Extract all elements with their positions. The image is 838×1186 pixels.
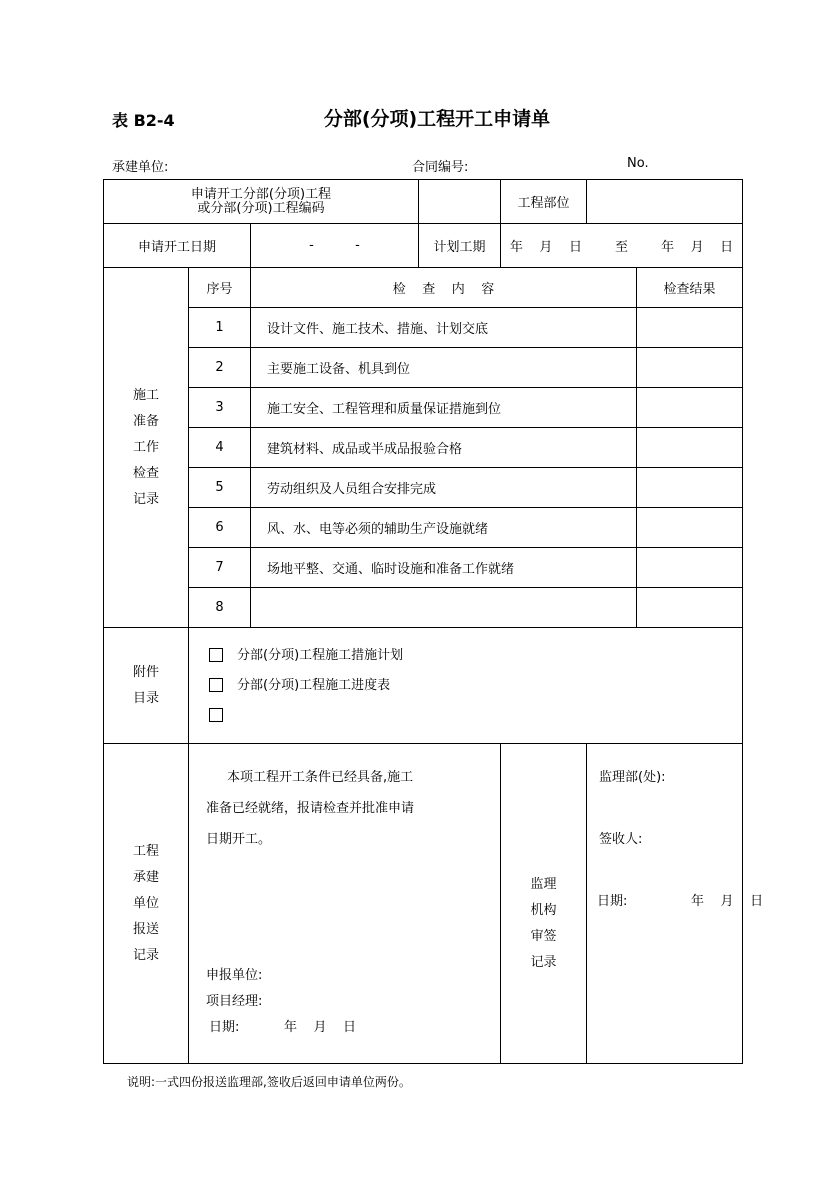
item-result-field[interactable] [637,388,743,428]
planned-period-field[interactable]: 年 月 日 至 年 月 日 [501,224,743,268]
contractor-section-label-line: 报送 [132,921,159,937]
table-row [104,548,743,588]
statement-line1: 本项工程开工条件已经具备,施工 [227,770,414,785]
checklist-section-label-line: 准备 [132,413,159,429]
item-seq: 7 [189,548,251,588]
item-seq: 2 [189,348,251,388]
attachment-label: 分部(分项)工程施工措施计划 [237,647,404,663]
project-info-row [104,180,743,224]
applicant-unit-label: 申报单位: [206,968,263,983]
attachment-item [189,671,742,701]
contractor-section-label [104,744,189,1064]
checklist-section-label-line: 记录 [132,491,159,507]
table-row [104,388,743,428]
date-row [104,224,743,268]
project-name-field[interactable] [419,180,501,224]
contractor-section-label-line: 单位 [132,895,159,911]
item-seq: 6 [189,508,251,548]
project-name-label-line2: 或分部(分项)工程编码 [197,200,325,216]
project-manager-label: 项目经理: [206,994,263,1009]
attachment-item [189,701,742,731]
contractor-unit-label: 承建单位: [112,160,169,175]
table-row [104,588,743,628]
supervisor-date-value: 年 月 日 [691,894,764,909]
checklist-section-label [104,268,189,628]
supervisor-section-label-line: 机构 [530,902,557,918]
table-row [104,308,743,348]
project-location-label: 工程部位 [501,180,587,224]
checkbox[interactable] [209,648,223,662]
table-row [104,508,743,548]
project-name-label [104,180,419,224]
application-form-table [103,179,764,1064]
item-seq: 4 [189,428,251,468]
contractor-record [189,744,501,1064]
attachments-list [189,628,743,744]
item-content: 劳动组织及人员组合安排完成 [251,468,637,508]
form-code: 表 B2-4 [112,111,175,130]
item-content: 场地平整、交通、临时设施和准备工作就绪 [251,548,637,588]
statement-line3: 日期开工。 [206,832,272,847]
contractor-section-label-line: 记录 [132,947,159,963]
contractor-date-value: 年 月 日 [284,1020,357,1035]
footer-note: 说明:一式四份报送监理部,签收后返回申请单位两份。 [127,1075,411,1089]
supervisor-section-label-line: 记录 [530,954,557,970]
start-date-label: 申请开工日期 [104,224,251,268]
attachment-label: 分部(分项)工程施工进度表 [237,677,391,693]
item-content: 施工安全、工程管理和质量保证措施到位 [251,388,637,428]
statement-line2: 准备已经就绪，报请检查并批准申请 [206,801,415,816]
item-seq: 5 [189,468,251,508]
contractor-date-label: 日期: [209,1020,240,1035]
supervisor-date-label: 日期: [597,894,628,909]
supervisor-section-label-line: 监理 [530,876,557,892]
item-result-field[interactable] [637,588,743,628]
contractor-section-label-line: 承建 [132,869,159,885]
item-result-field[interactable] [637,428,743,468]
col-result-header: 检查结果 [637,268,743,308]
start-date-field[interactable]: - - [251,224,419,268]
contractor-section-label-line: 工程 [132,843,159,859]
attachments-section-label-line: 附件 [132,664,159,680]
item-seq: 8 [189,588,251,628]
attachments-section-label-line: 目录 [132,690,159,706]
checklist-section-label-line: 施工 [132,387,159,403]
item-seq: 1 [189,308,251,348]
checkbox[interactable] [209,708,223,722]
planned-period-label: 计划工期 [419,224,501,268]
page-title: 分部(分项)工程开工申请单 [323,108,551,130]
project-location-field[interactable] [587,180,743,224]
supervisor-section-label [501,744,587,1064]
supervisor-record [587,744,764,1064]
item-seq: 3 [189,388,251,428]
item-result-field[interactable] [637,348,743,388]
item-result-field[interactable] [637,308,743,348]
checklist-header-row [104,268,743,308]
col-seq-header: 序号 [189,268,251,308]
submission-row [104,744,743,1064]
attachments-row [104,628,743,744]
item-content: 风、水、电等必须的辅助生产设施就绪 [251,508,637,548]
table-row [104,468,743,508]
checkbox[interactable] [209,678,223,692]
item-result-field[interactable] [637,548,743,588]
checklist-section-label-line: 检查 [132,465,159,481]
col-content-header: 检 查 内 容 [251,268,637,308]
receiver-label: 签收人: [599,832,643,847]
project-name-label-line1: 申请开工分部(分项)工程 [190,186,332,202]
supervisor-section-label-line: 审签 [530,928,557,944]
item-content: 设计文件、施工技术、措施、计划交底 [251,308,637,348]
table-row [104,348,743,388]
checklist-section-label-line: 工作 [132,439,159,455]
contract-number-label: 合同编号: [412,160,469,175]
item-content-field[interactable] [251,588,637,628]
supervisor-dept-label: 监理部(处): [599,770,666,785]
attachment-item [189,641,742,671]
form-number-label: No. [627,156,649,171]
item-result-field[interactable] [637,468,743,508]
table-row [104,428,743,468]
item-content: 建筑材料、成品或半成品报验合格 [251,428,637,468]
item-content: 主要施工设备、机具到位 [251,348,637,388]
attachments-section-label [104,628,189,744]
item-result-field[interactable] [637,508,743,548]
